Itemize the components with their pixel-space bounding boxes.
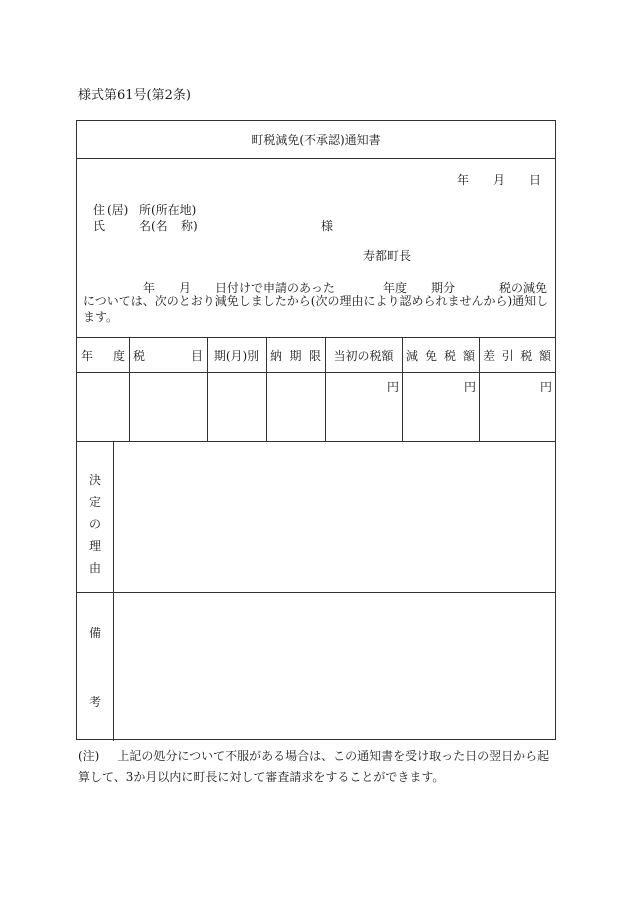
date-year-label: 年 <box>457 173 470 187</box>
reason-label: 決 定 の 理 由 <box>88 473 101 575</box>
footnote-text: 上記の処分について不服がある場合は、この通知書を受け取った日の翌日から起算して、3か月以内に町長に対して審査請求をすることができます。 <box>78 749 550 784</box>
name-label-3: 称) <box>181 219 198 233</box>
address-label-2: (居) <box>107 203 129 217</box>
reason-bottom-border <box>77 592 555 593</box>
initial-tax-yen: 円 <box>387 380 400 394</box>
body-month-unit: 月 <box>179 281 192 295</box>
date-day-label: 日 <box>529 173 542 187</box>
header-due-date: 納 期 限 <box>270 349 321 363</box>
header-fiscal-year: 年 度 <box>81 349 125 363</box>
date-month-label: 月 <box>493 173 506 187</box>
honorific: 様 <box>321 219 334 233</box>
header-reduced-tax: 減 免 税 額 <box>406 349 475 363</box>
body-tax-reduction: 税の減免 <box>499 281 548 295</box>
body-fiscal-year: 年度 <box>383 281 408 295</box>
body-request-text: 日付けで申請のあった <box>215 281 335 295</box>
address-label-3: 所(所在地) <box>139 203 197 217</box>
remarks-label: 備 考 <box>88 626 101 709</box>
table-bottom-border <box>77 441 555 442</box>
header-net-tax: 差 引 税 額 <box>483 349 551 363</box>
name-label-2: 名(名 <box>139 219 168 233</box>
form-number: 様式第61号(第2条) <box>78 88 191 103</box>
name-label-1: 氏 <box>93 219 106 233</box>
header-tax-item: 税 目 <box>133 349 203 363</box>
label-col-divider <box>113 441 114 741</box>
header-initial-tax: 当初の税額 <box>333 349 394 363</box>
table-top-border <box>77 337 555 338</box>
body-continuation: については、次のとおり減免しましたから(次の理由により認められませんから)通知します。 <box>83 294 549 324</box>
issuer: 寿都町長 <box>363 249 412 263</box>
body-period: 期分 <box>431 281 456 295</box>
address-label-1: 住 <box>93 203 106 217</box>
reduced-tax-yen: 円 <box>464 380 477 394</box>
net-tax-yen: 円 <box>540 380 553 394</box>
body-year-unit: 年 <box>143 281 156 295</box>
document-title: 町税減免(不承認)通知書 <box>77 121 555 159</box>
notice-form <box>76 120 556 740</box>
footnote-prefix: (注) <box>78 749 100 763</box>
header-period: 期(月)別 <box>213 349 260 363</box>
footnote <box>78 746 558 788</box>
